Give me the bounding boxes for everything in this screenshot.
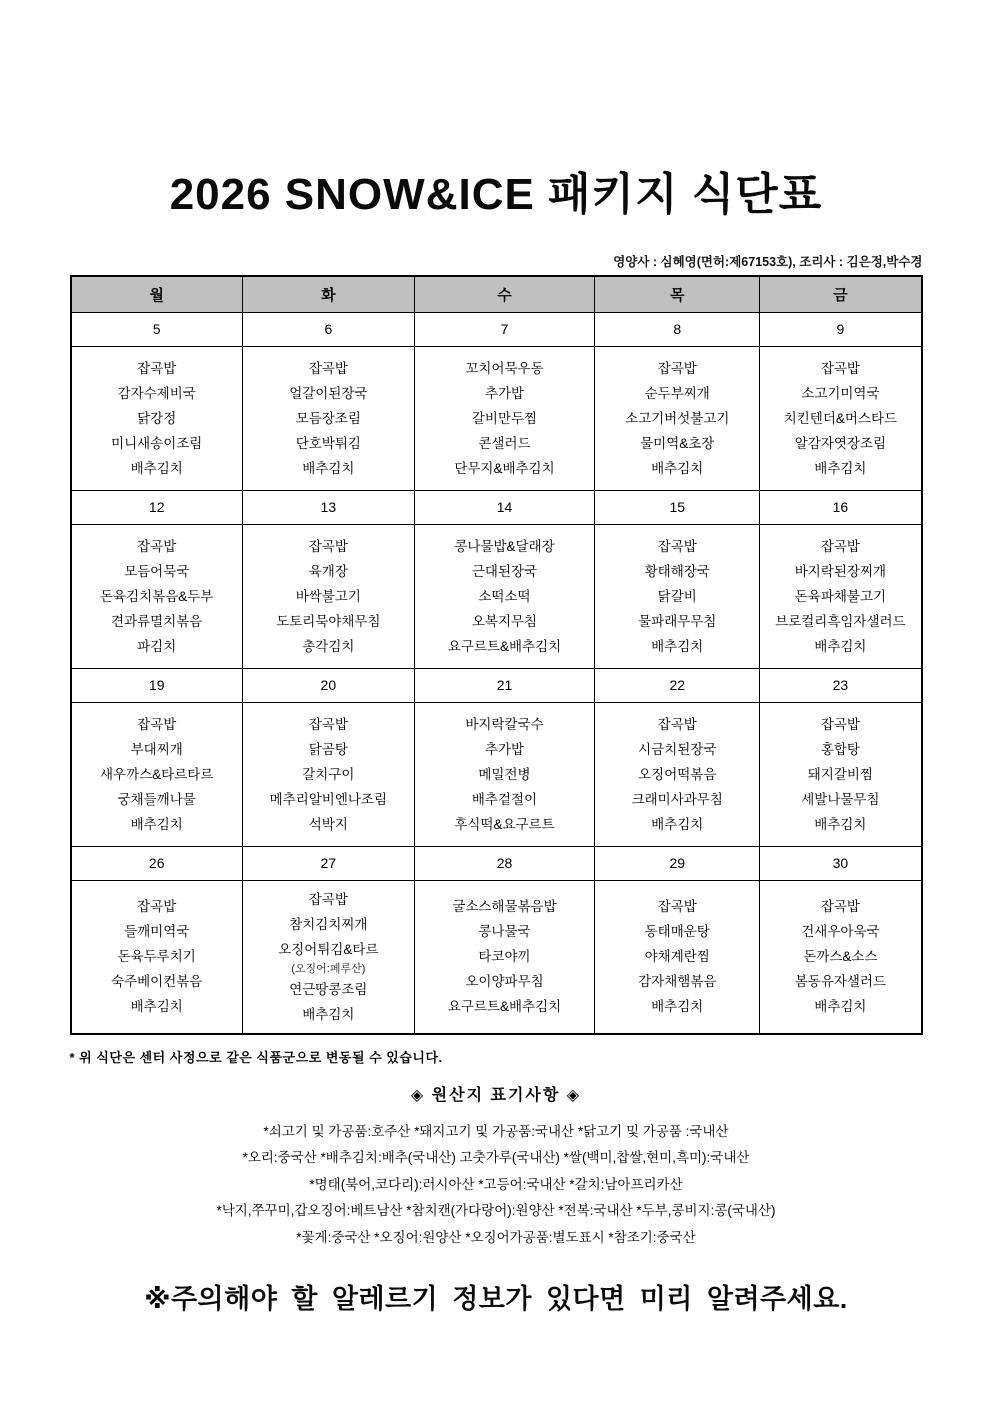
menu-item: 콘샐러드 — [478, 435, 531, 451]
menu-item: 모듬어묵국 — [124, 563, 190, 579]
menu-item: 시금치된장국 — [638, 741, 717, 757]
date-cell: 22 — [595, 668, 760, 702]
menu-cell — [71, 702, 243, 846]
date-row — [71, 312, 922, 346]
menu-item: 잡곡밥 — [308, 360, 348, 376]
menu-cell — [242, 702, 414, 846]
menu-item: 단호박튀김 — [295, 435, 361, 451]
date-cell: 14 — [414, 490, 594, 524]
menu-item: 타코야끼 — [478, 949, 531, 964]
menu-item: 돼지갈비찜 — [807, 766, 873, 782]
menu-item: 물미역&초장 — [640, 435, 715, 451]
date-cell: 15 — [595, 490, 760, 524]
change-note: * 위 식단은 센터 사정으로 같은 식품군으로 변동될 수 있습니다. — [69, 1049, 443, 1065]
menu-item: 단무지&배추김치 — [454, 460, 555, 476]
menu-item: 모듬장조림 — [295, 410, 361, 426]
menu-item: 배추김치 — [651, 638, 704, 654]
menu-item: 알감자엿장조림 — [794, 435, 887, 451]
menu-item: 총각김치 — [302, 638, 355, 654]
menu-item: 물파래무무침 — [638, 613, 717, 629]
menu-item: 봄동유자샐러드 — [794, 974, 887, 989]
menu-item: 궁채들깨나물 — [117, 791, 196, 807]
menu-item: 배추김치 — [651, 460, 704, 476]
menu-item: 소고기버섯불고기 — [625, 410, 730, 426]
date-cell: 8 — [595, 312, 760, 346]
menu-cell — [760, 702, 922, 846]
origin-lines — [0, 1119, 992, 1252]
menu-item: 배추김치 — [814, 460, 867, 476]
menu-item: 배추김치 — [302, 460, 355, 476]
menu-row — [71, 524, 922, 668]
menu-item: 오복지무침 — [471, 613, 538, 629]
origin-line: *낙지,쭈꾸미,갑오징어:베트남산 *참치캔(가다랑어):원양산 *전복:국내산 *두부,콩비지:콩(국내산) — [216, 1203, 776, 1218]
menu-table — [70, 275, 923, 1035]
menu-item: 돈육파채불고기 — [794, 588, 887, 604]
day-header-cell: 금 — [760, 276, 922, 312]
menu-item: 바지락된장찌개 — [794, 563, 887, 579]
menu-item: 돈육두루치기 — [117, 949, 196, 964]
menu-item: 잡곡밥 — [820, 360, 860, 376]
menu-item: 오징어튀김&타르 — [278, 941, 379, 957]
page-title: 2026 SNOW&ICE 패키지 식단표 — [169, 170, 823, 219]
date-cell: 28 — [414, 846, 594, 880]
date-cell: 9 — [760, 312, 922, 346]
menu-item: 석박지 — [308, 816, 348, 832]
menu-item: 얼갈이된장국 — [289, 385, 368, 401]
menu-item: 바싹불고기 — [295, 588, 361, 604]
menu-item: 도토리묵야채무침 — [276, 613, 381, 629]
menu-item: 배추겉절이 — [471, 791, 538, 807]
menu-item: 근대된장국 — [471, 563, 538, 579]
menu-cell — [414, 524, 594, 668]
menu-cell — [760, 524, 922, 668]
origin-line: *명태(북어,코다리):러시아산 *고등어:국내산 *갈치:남아프리카산 — [309, 1176, 683, 1192]
menu-item: 크래미사과무침 — [631, 791, 723, 807]
menu-item: 추가밥 — [484, 385, 525, 401]
menu-item: 들깨미역국 — [124, 924, 190, 939]
menu-cell — [242, 524, 414, 668]
menu-item: 배추김치 — [130, 999, 183, 1014]
menu-cell — [760, 346, 922, 490]
menu-item: 감자채햄볶음 — [638, 974, 717, 989]
menu-item: 파김치 — [137, 638, 177, 654]
menu-item: 요구르트&배추김치 — [447, 638, 562, 654]
menu-item: 소고기미역국 — [801, 385, 880, 401]
menu-item: 잡곡밥 — [657, 538, 697, 554]
menu-item: 배추김치 — [814, 999, 867, 1014]
menu-item: 홍합탕 — [820, 741, 860, 757]
menu-item: 잡곡밥 — [820, 899, 860, 914]
menu-item: 잡곡밥 — [820, 716, 860, 732]
origin-line: *쇠고기 및 가공품:호주산 *돼지고기 및 가공품:국내산 *닭고기 및 가공품 :국내산 — [263, 1123, 729, 1139]
menu-row — [71, 880, 922, 1034]
menu-item: 황태해장국 — [644, 563, 710, 579]
menu-cell — [71, 346, 243, 490]
menu-cell — [414, 346, 594, 490]
menu-item: 부대찌개 — [130, 741, 183, 757]
menu-cell — [595, 702, 760, 846]
menu-cell — [414, 880, 594, 1034]
menu-item: 숙주베이컨볶음 — [111, 974, 203, 989]
date-cell: 27 — [242, 846, 414, 880]
menu-item: 치킨텐더&머스타드 — [783, 410, 898, 426]
menu-cell — [595, 524, 760, 668]
menu-item: 소떡소떡 — [478, 588, 531, 604]
menu-item: 배추김치 — [814, 816, 867, 832]
menu-cell — [414, 702, 594, 846]
menu-cell — [71, 880, 243, 1034]
origin-section-title: ◈ 원산지 표기사항 ◈ — [410, 1086, 582, 1104]
menu-item: 메추리알비엔나조림 — [269, 791, 388, 807]
menu-item: 굴소스해물볶음밥 — [452, 899, 557, 914]
day-header-cell: 목 — [595, 276, 760, 312]
menu-item: 콩나물밥&달래장 — [454, 538, 555, 554]
menu-item: 잡곡밥 — [137, 538, 177, 554]
date-cell: 5 — [71, 312, 243, 346]
menu-item: 잡곡밥 — [657, 899, 697, 914]
menu-item: 미니새송이조림 — [111, 435, 203, 451]
menu-item: 배추김치 — [130, 460, 183, 476]
menu-item: 잡곡밥 — [137, 716, 177, 732]
day-header-cell: 월 — [71, 276, 243, 312]
date-row — [71, 490, 922, 524]
menu-item: 잡곡밥 — [657, 716, 697, 732]
menu-cell — [242, 346, 414, 490]
menu-cell — [71, 524, 243, 668]
menu-item: 요구르트&배추김치 — [447, 999, 562, 1014]
date-cell: 12 — [71, 490, 243, 524]
staff-credit-line: 영양사 : 심혜영(면허:제67153호), 조리사 : 김은정,박수경 — [613, 255, 923, 269]
menu-cell — [595, 346, 760, 490]
menu-row — [71, 346, 922, 490]
date-cell: 7 — [414, 312, 594, 346]
menu-item: 잡곡밥 — [137, 360, 177, 376]
date-cell: 21 — [414, 668, 594, 702]
menu-origin-note: (오징어:페루산) — [291, 962, 366, 975]
date-cell: 26 — [71, 846, 243, 880]
date-cell: 16 — [760, 490, 922, 524]
menu-item: 견과류멸치볶음 — [111, 613, 203, 629]
menu-item: 야채계란찜 — [644, 949, 710, 964]
menu-item: 갈치구이 — [302, 766, 355, 782]
menu-item: 콩나물국 — [478, 924, 531, 939]
menu-item: 오이양파무침 — [465, 974, 544, 989]
menu-item: 돈육김치볶음&두부 — [100, 588, 214, 604]
menu-item: 브로컬리흑임자샐러드 — [775, 613, 906, 629]
menu-item: 새우까스&타르타르 — [100, 766, 214, 782]
date-cell: 30 — [760, 846, 922, 880]
menu-cell — [595, 880, 760, 1034]
menu-item: 오징어떡볶음 — [638, 766, 717, 782]
allergy-warning: ※주의해야 할 알레르기 정보가 있다면 미리 알려주세요. — [144, 1284, 848, 1314]
day-header-cell: 수 — [414, 276, 594, 312]
menu-item: 바지락칼국수 — [465, 716, 544, 732]
menu-item: 육개장 — [308, 563, 348, 579]
menu-item: 갈비만두찜 — [471, 410, 538, 426]
menu-item: 꼬치어묵우동 — [465, 360, 544, 376]
menu-item: 연근땅콩조림 — [289, 981, 368, 997]
menu-item: 참치김치찌개 — [289, 916, 368, 932]
menu-cell — [760, 880, 922, 1034]
origin-line: *꽃게:중국산 *오징어:원양산 *오징어가공품:별도표시 *참조기:중국산 — [296, 1229, 696, 1245]
date-cell: 19 — [71, 668, 243, 702]
menu-item: 후식떡&요구르트 — [454, 816, 555, 832]
menu-item: 닭곰탕 — [308, 741, 348, 757]
menu-item: 잡곡밥 — [820, 538, 860, 554]
date-row — [71, 846, 922, 880]
menu-item: 추가밥 — [484, 741, 525, 757]
menu-item: 배추김치 — [130, 816, 183, 832]
menu-item: 동태매운탕 — [644, 924, 710, 939]
menu-item: 순두부찌개 — [644, 385, 710, 401]
menu-item: 닭갈비 — [657, 588, 697, 604]
day-header-row — [71, 276, 922, 312]
menu-item: 잡곡밥 — [657, 360, 697, 376]
menu-item: 잡곡밥 — [308, 716, 348, 732]
menu-item: 닭강정 — [137, 410, 177, 426]
menu-item: 돈까스&소스 — [803, 949, 878, 964]
menu-item: 배추김치 — [302, 1006, 355, 1022]
origin-line: *오리:중국산 *배추김치:배추(국내산) 고춧가루(국내산) *쌀(백미,찹쌀,현미,흑미):국내산 — [242, 1150, 750, 1165]
date-cell: 13 — [242, 490, 414, 524]
menu-table-body — [71, 276, 922, 1034]
date-cell: 6 — [242, 312, 414, 346]
menu-row — [71, 702, 922, 846]
date-cell: 23 — [760, 668, 922, 702]
menu-item: 배추김치 — [651, 999, 704, 1014]
menu-item: 잡곡밥 — [308, 891, 348, 907]
date-cell: 20 — [242, 668, 414, 702]
menu-item: 잡곡밥 — [137, 899, 177, 914]
menu-item: 감자수제비국 — [117, 385, 196, 401]
menu-item: 세발나물무침 — [801, 791, 880, 807]
menu-item: 배추김치 — [651, 816, 704, 832]
menu-item: 메밀전병 — [478, 766, 531, 782]
menu-item: 잡곡밥 — [308, 538, 348, 554]
date-row — [71, 668, 922, 702]
day-header-cell: 화 — [242, 276, 414, 312]
date-cell: 29 — [595, 846, 760, 880]
menu-item: 건새우아욱국 — [801, 924, 880, 939]
menu-item: 배추김치 — [814, 638, 867, 654]
menu-cell — [242, 880, 414, 1034]
